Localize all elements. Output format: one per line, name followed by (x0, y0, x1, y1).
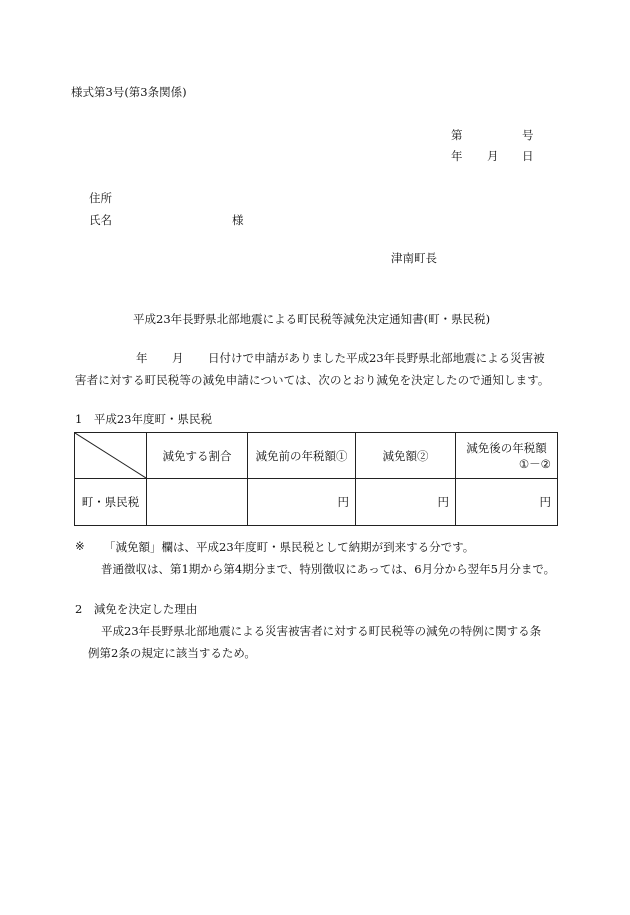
form-number: 様式第3号(第3条関係) (71, 85, 187, 99)
table-row (75, 479, 558, 526)
table-header-row (75, 433, 558, 479)
header-reduction-amount: 減免額② (356, 433, 456, 479)
document-title: 平成23年長野県北部地震による町民税等減免決定通知書(町・県民税) (133, 312, 491, 326)
issue-month: 月 (487, 149, 499, 163)
note-line1: 「減免額」欄は、平成23年度町・県民税として納期が到来する分です。 (104, 540, 475, 554)
body-year: 年 (136, 351, 148, 365)
body-line2: 害者に対する町民税等の減免申請については、次のとおり減免を決定したので通知します。 (75, 373, 550, 387)
body-line1: 日付けで申請がありました平成23年長野県北部地震による災害被 (208, 351, 545, 365)
reason-line2: 例第2条の規定に該当するため。 (88, 646, 256, 660)
note-mark: ※ (75, 539, 85, 553)
header-tax-after-line2: ①－② (518, 456, 551, 471)
relief-table (74, 432, 558, 526)
cell-tax-after-unit: 円 (456, 479, 558, 526)
honorific: 様 (232, 213, 244, 227)
reason-line1: 平成23年長野県北部地震による災害被害者に対する町民税等の減免の特例に関する条 (101, 624, 542, 638)
header-tax-before: 減免前の年税額① (248, 433, 356, 479)
name-label: 氏名 (89, 213, 112, 227)
issue-number-suffix: 号 (522, 128, 534, 142)
body-month: 月 (172, 351, 184, 365)
cell-reduction-amount-unit: 円 (356, 479, 456, 526)
header-reduction-rate: 減免する割合 (147, 433, 248, 479)
diagonal-corner-cell (75, 433, 147, 479)
issue-number-prefix: 第 (451, 128, 463, 142)
issuer: 津南町長 (391, 251, 437, 265)
cell-reduction-rate (147, 479, 248, 526)
section2-heading: 2 減免を決定した理由 (75, 602, 198, 616)
header-tax-after (456, 433, 558, 479)
section1-heading: 1 平成23年度町・県民税 (75, 412, 212, 426)
issue-day: 日 (522, 149, 534, 163)
address-label: 住所 (89, 191, 112, 205)
header-tax-after-line1: 減免後の年税額 (466, 440, 547, 455)
cell-tax-before-unit: 円 (248, 479, 356, 526)
issue-year: 年 (451, 149, 463, 163)
row-label: 町・県民税 (75, 479, 147, 526)
note-line2: 普通徴収は、第1期から第4期分まで、特別徴収にあっては、6月分から翌年5月分まで。 (101, 562, 556, 576)
